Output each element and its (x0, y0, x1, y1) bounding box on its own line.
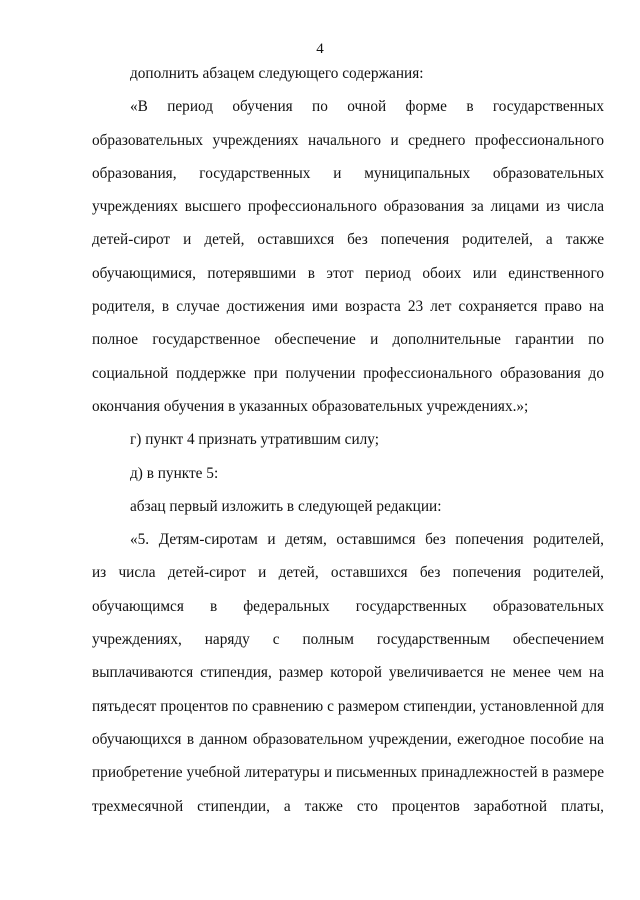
page-number: 4 (316, 41, 324, 57)
text-line: обучающимся в федеральных государственных образовательных (92, 597, 604, 615)
text-line: трехмесячной стипендии, а также сто процентов заработной платы, (92, 797, 604, 815)
text-line: учреждениях, наряду с полным государственным обеспечением (92, 631, 604, 649)
text-line: дополнить абзацем следующего содержания: (130, 65, 424, 82)
text-line: приобретение учебной литературы и письменных принадлежностей в размере (92, 764, 604, 782)
text-line: полное государственное обеспечение и дополнительные гарантии по (92, 331, 604, 349)
text-line: окончания обучения в указанных образовательных учреждениях.»; (92, 397, 529, 415)
text-line: обучающимися, потерявшими в этот период обоих или единственного (92, 264, 604, 282)
text-line: г) пункт 4 признать утратившим силу; (130, 431, 379, 449)
text-line: д) в пункте 5: (130, 464, 219, 482)
text-line: из числа детей-сирот и детей, оставшихся без попечения родителей, (92, 564, 604, 582)
text-line: учреждениях высшего профессионального образования за лицами из числа (92, 198, 604, 216)
text-line: «5. Детям-сиротам и детям, оставшимся без попечения родителей, (130, 531, 604, 549)
text-line: «В период обучения по очной форме в государственных (130, 98, 604, 116)
document-body (92, 57, 604, 823)
text-line: детей-сирот и детей, оставшихся без попечения родителей, а также (92, 231, 604, 249)
text-line: выплачиваются стипендия, размер которой увеличивается не менее чем на (92, 664, 604, 682)
text-line: образования, государственных и муниципальных образовательных (92, 164, 604, 182)
text-line: социальной поддержке при получении профессионального образования до (92, 364, 604, 382)
text-line: пятьдесят процентов по сравнению с размером стипендии, установленной для (92, 697, 604, 715)
text-line: образовательных учреждениях начального и среднего профессионального (92, 131, 604, 149)
text-line: обучающихся в данном образовательном учреждении, ежегодное пособие на (92, 730, 604, 748)
text-line: абзац первый изложить в следующей редакции: (130, 497, 442, 515)
text-line: родителя, в случае достижения ими возраста 23 лет сохраняется право на (92, 298, 604, 316)
